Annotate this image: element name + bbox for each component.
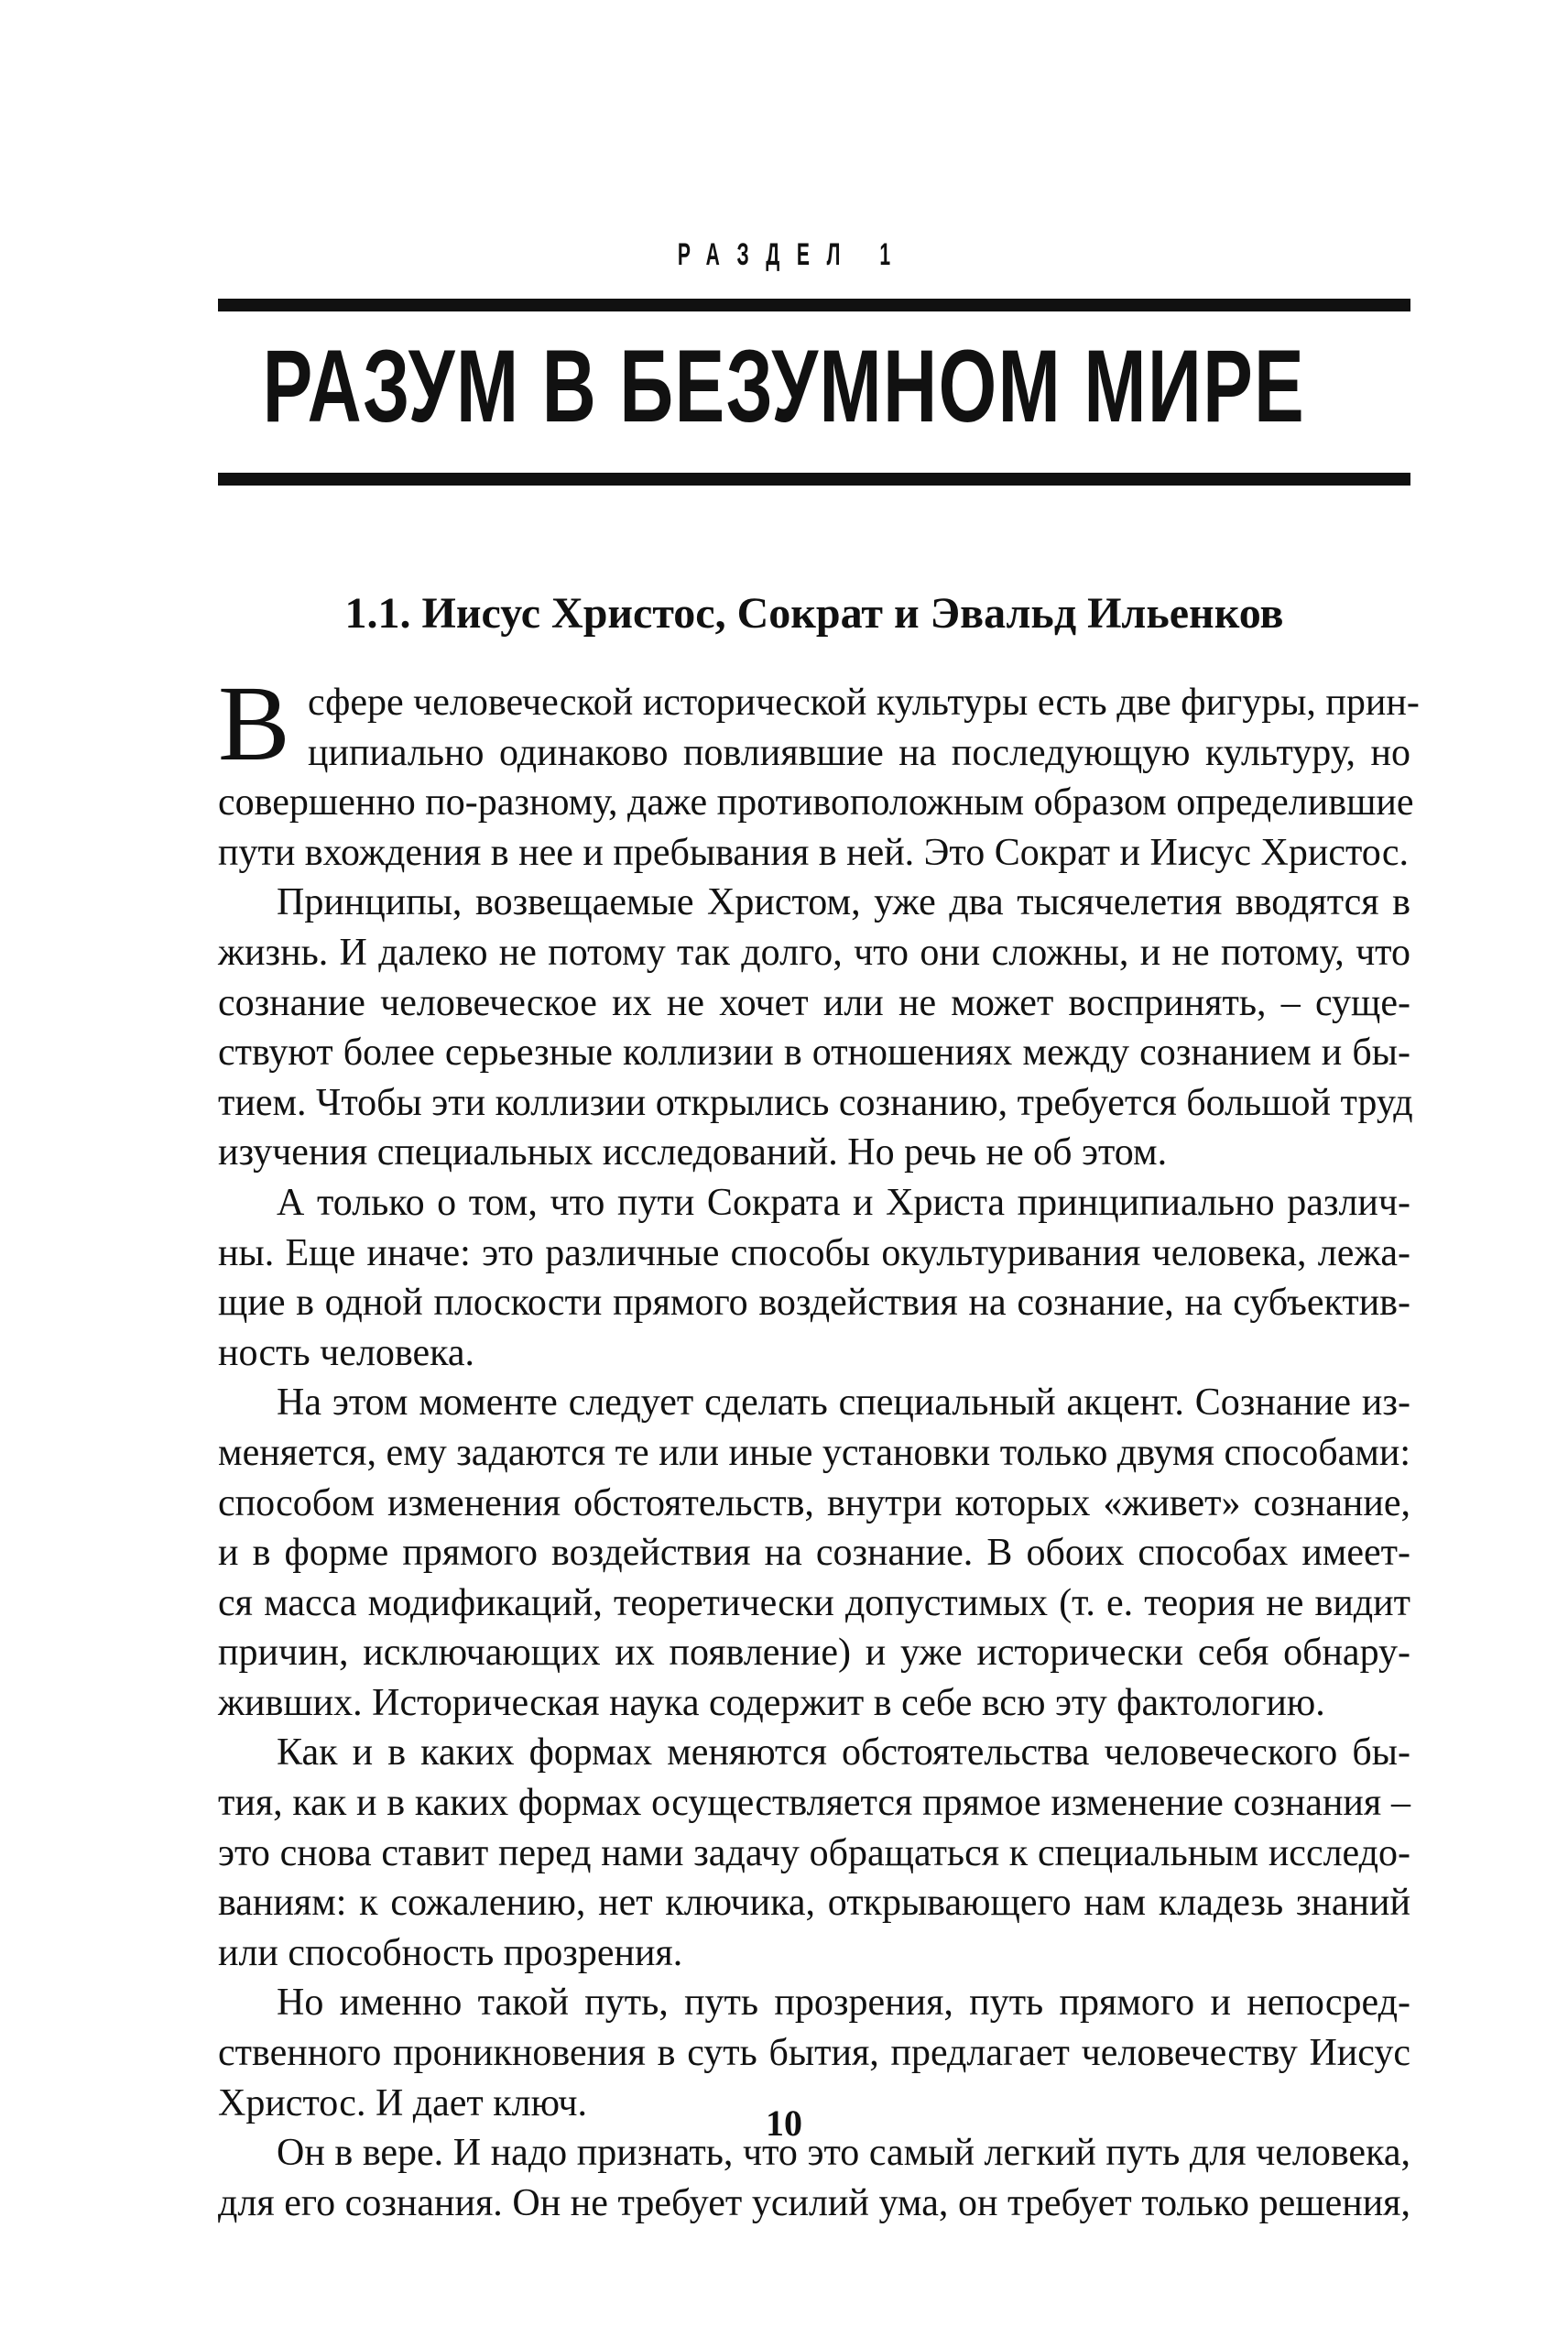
part-title: РАЗУМ В БЕЗУМНОМ МИРЕ xyxy=(262,329,1306,443)
text-line: Христос. И дает ключ. xyxy=(218,2081,588,2124)
text-line: Как и в каких формах меняются обстоятельства человеческого бы- xyxy=(277,1731,1410,1775)
drop-cap: В xyxy=(218,663,290,783)
text-line: ципиально одинаково повлиявшие на последующую культуру, но xyxy=(308,731,1410,774)
rule-bottom xyxy=(218,473,1410,486)
text-line: ствуют более серьезные коллизии в отношениях между сознанием и бы- xyxy=(218,1032,1410,1075)
text-line: сфере человеческой исторической культуры есть две фигуры, прин- xyxy=(308,682,1420,724)
text-line: щие в одной плоскости прямого воздействия на сознание, на субъектив- xyxy=(218,1282,1410,1325)
text-line: Но именно такой путь, путь прозрения, путь прямого и непосред- xyxy=(277,1982,1410,2025)
text-line: ны. Еще иначе: это различные способы окультуривания человека, лежа- xyxy=(218,1231,1410,1274)
paragraph xyxy=(218,1378,1410,1728)
text-line: сознание человеческое их не хочет или не может воспринять, – суще- xyxy=(218,981,1410,1024)
body-text xyxy=(218,663,1420,2228)
rule-top xyxy=(218,299,1410,311)
text-line: и в форме прямого воздействия на сознание. В обоих способах имеет- xyxy=(218,1532,1410,1575)
text-line: это снова ставит перед нами задачу обращаться к специальным исследо- xyxy=(218,1831,1410,1874)
text-line: или способность прозрения. xyxy=(218,1931,683,1974)
text-line: тия, как и в каких формах осуществляется прямое изменение сознания – xyxy=(218,1782,1410,1825)
text-line: А только о том, что пути Сократа и Христа принципиально различ- xyxy=(277,1181,1410,1224)
text-line: меняется, ему задаются те или иные установки только двумя способами: xyxy=(218,1431,1410,1474)
paragraph xyxy=(218,1728,1410,1978)
paragraph xyxy=(218,878,1413,1178)
text-line: совершенно по-разному, даже противоположным образом определившие xyxy=(218,781,1414,824)
text-line: ность человека. xyxy=(218,1331,475,1374)
text-line: Он в вере. И надо признать, что это самый легкий путь для человека, xyxy=(277,2132,1410,2175)
text-line: причин, исключающих их появление) и уже исторически себя обнару- xyxy=(218,1632,1410,1675)
text-line: Принципы, возвещаемые Христом, уже два тысячелетия вводятся в xyxy=(277,881,1410,924)
paragraph xyxy=(218,1178,1410,1378)
text-line: пути вхождения в нее и пребывания в ней. Это Сократ и Иисус Христос. xyxy=(218,831,1409,874)
text-line: для его сознания. Он не требует усилий ума, он требует только решения, xyxy=(218,2181,1410,2224)
text-line: способом изменения обстоятельств, внутри которых «живет» сознание, xyxy=(218,1481,1410,1524)
text-line: жизнь. И далеко не потому так долго, что они сложны, и не потому, что xyxy=(218,931,1410,974)
text-line: ственного проникновения в суть бытия, предлагает человечеству Иисус xyxy=(218,2032,1410,2075)
text-line: На этом моменте следует сделать специальный акцент. Сознание из- xyxy=(277,1381,1410,1425)
text-line: изучения специальных исследований. Но речь не об этом. xyxy=(218,1131,1168,1174)
paragraph xyxy=(218,663,1420,878)
page-number: 10 xyxy=(766,2102,802,2144)
text-line: ваниям: к сожалению, нет ключика, открывающего нам кладезь знаний xyxy=(218,1882,1410,1925)
chapter-heading: 1.1. Иисус Христос, Сократ и Эвальд Ильенков xyxy=(344,589,1284,638)
section-label: РАЗДЕЛ 1 xyxy=(677,237,908,272)
text-line: ся масса модификаций, теоретически допустимых (т. е. теория не видит xyxy=(218,1581,1410,1624)
text-line: живших. Историческая наука содержит в себе всю эту фактологию. xyxy=(218,1681,1325,1724)
text-line: тием. Чтобы эти коллизии открылись сознанию, требуется большой труд xyxy=(218,1081,1413,1124)
